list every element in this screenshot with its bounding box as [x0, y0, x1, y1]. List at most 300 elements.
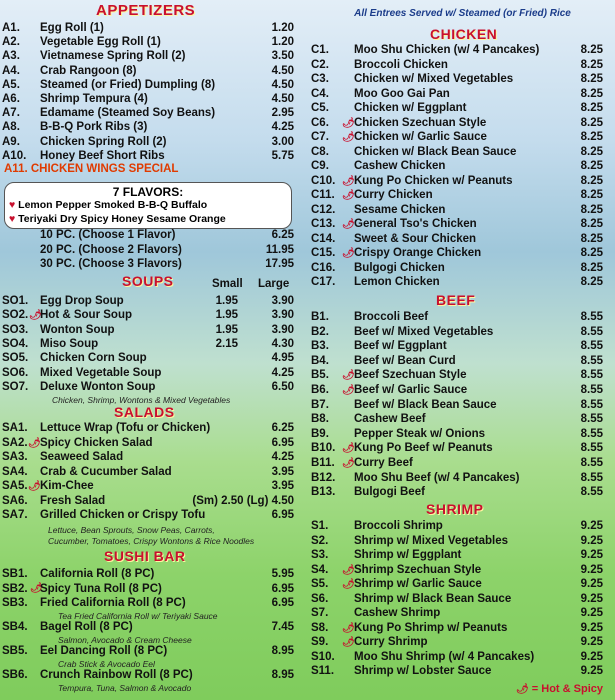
- beef-row: [308, 399, 615, 413]
- sushi-row: [0, 621, 302, 635]
- beef-row: [308, 472, 615, 486]
- soup-row: [0, 295, 302, 309]
- item-name: Honey Beef Short Ribs: [40, 149, 165, 162]
- item-code: SA1.: [2, 422, 28, 434]
- item-price: 8.55: [580, 471, 603, 484]
- chicken-row: [308, 73, 615, 87]
- beef-row: [308, 355, 615, 369]
- item-code: C5.: [311, 102, 329, 114]
- shrimp-row: [308, 593, 615, 607]
- item-name: Curry Shrimp: [354, 636, 428, 648]
- item-code: B9.: [311, 427, 329, 440]
- chili-icon: 🌶: [28, 481, 41, 492]
- item-code: A7.: [2, 107, 20, 120]
- item-name: Crab Rangoon (8): [40, 64, 137, 77]
- item-name: Curry Beef: [354, 457, 413, 469]
- item-price: 4.50: [271, 93, 294, 105]
- item-code: C14.: [311, 232, 336, 245]
- appetizer-row: [0, 136, 302, 150]
- item-name: Lemon Chicken: [354, 276, 440, 288]
- sushi-row: [0, 583, 302, 597]
- beef-row: [308, 428, 615, 442]
- salads-heading: SALADS: [114, 404, 175, 420]
- item-price: 9.25: [580, 592, 603, 605]
- small-price: 1.95: [215, 323, 238, 336]
- item-code: C15.: [311, 247, 336, 259]
- appetizer-row: [0, 79, 302, 93]
- chicken-row: [308, 218, 615, 232]
- item-code: C9.: [311, 160, 329, 172]
- sushi-row: [0, 645, 302, 659]
- item-price: 8.55: [580, 457, 603, 469]
- salad-row: [0, 437, 302, 451]
- item-code: SB5.: [2, 645, 28, 657]
- item-code: SO7.: [2, 380, 29, 393]
- item-code: SB6.: [2, 669, 28, 681]
- item-price: 8.25: [580, 58, 603, 71]
- item-description: Salmon, Avocado & Cream Cheese: [58, 635, 192, 645]
- item-name: Beef w/ Bean Curd: [354, 354, 456, 367]
- item-name: Chicken Corn Soup: [40, 352, 147, 365]
- item-code: B2.: [311, 325, 329, 338]
- item-price: 8.55: [580, 311, 603, 323]
- chili-icon: 🌶: [30, 583, 43, 594]
- shrimp-row: [308, 520, 615, 534]
- appetizer-row: [0, 150, 302, 164]
- chicken-row: [308, 276, 615, 290]
- soups-heading: SOUPS: [122, 273, 174, 289]
- item-code: A3.: [2, 50, 20, 63]
- item-name: Crab & Cucumber Salad: [40, 465, 172, 478]
- item-description: Tempura, Tuna, Salmon & Avocado: [58, 683, 192, 693]
- beef-row: [308, 486, 615, 500]
- item-name: Fresh Salad: [40, 494, 106, 507]
- item-name: Sweet & Sour Chicken: [354, 232, 477, 245]
- item-code: B4.: [311, 354, 329, 367]
- item-price: 8.25: [580, 261, 603, 274]
- item-price: 8.55: [580, 442, 603, 455]
- item-price: 9.25: [580, 534, 603, 547]
- sushi-row: [0, 597, 302, 611]
- item-name: Broccoli Shrimp: [354, 520, 443, 532]
- chicken-wings-special: A11. CHICKEN WINGS SPECIAL: [4, 163, 179, 175]
- wing-option-price: 6.25: [271, 229, 294, 241]
- item-name: Beef w/ Mixed Vegetables: [354, 325, 494, 338]
- item-name: Chicken Spring Roll (2): [40, 135, 167, 148]
- shrimp-row: [308, 636, 615, 650]
- item-name: Spicy Tuna Roll (8 PC): [40, 583, 162, 595]
- small-price: 2.15: [215, 337, 238, 350]
- item-name: Cashew Beef: [354, 413, 426, 426]
- item-price: 4.50: [271, 78, 294, 91]
- item-name: Shrimp w/ Mixed Vegetables: [354, 534, 509, 547]
- item-code: A6.: [2, 93, 20, 105]
- chili-icon: 🌶: [342, 370, 355, 382]
- item-price: 6.95: [271, 436, 294, 449]
- salad-row: [0, 466, 302, 480]
- wing-option-price: 11.95: [265, 243, 294, 256]
- item-code: C4.: [311, 87, 329, 100]
- item-code: SB2.: [2, 583, 28, 595]
- item-name: Edamame (Steamed Soy Beans): [40, 107, 216, 120]
- item-name: Broccoli Beef: [354, 311, 429, 323]
- item-price: 3.00: [271, 135, 294, 148]
- chicken-heading: CHICKEN: [430, 26, 498, 42]
- item-name: Moo Goo Gai Pan: [354, 87, 450, 100]
- item-name: General Tso's Chicken: [354, 218, 477, 230]
- item-price: 8.25: [580, 218, 603, 230]
- chicken-row: [308, 160, 615, 174]
- item-code: SA2.: [2, 436, 28, 449]
- item-code: SO4.: [2, 337, 29, 350]
- chili-icon: 🌶: [342, 579, 355, 590]
- sushi-row: [0, 669, 302, 683]
- shrimp-row: [308, 651, 615, 665]
- chili-icon: 🌶: [342, 132, 355, 143]
- item-price: 8.55: [580, 486, 603, 499]
- item-name: Deluxe Wonton Soup: [40, 380, 156, 393]
- beef-heading: BEEF: [436, 292, 476, 308]
- beef-row: [308, 457, 615, 471]
- item-name: Hot & Sour Soup: [40, 309, 132, 322]
- item-name: Kung Po Beef w/ Peanuts: [354, 442, 493, 455]
- item-price: 5.75: [271, 149, 294, 162]
- item-price: 6.95: [271, 597, 294, 609]
- large-price: 3.90: [271, 323, 294, 336]
- item-name: Eel Dancing Roll (8 PC): [40, 645, 168, 657]
- appetizer-row: [0, 50, 302, 64]
- chili-icon: 🌶: [342, 622, 355, 634]
- item-code: SO6.: [2, 366, 29, 379]
- chicken-row: [308, 117, 615, 131]
- shrimp-row: [308, 665, 615, 679]
- item-name: Moo Shu Chicken (w/ 4 Pancakes): [354, 44, 540, 56]
- chili-icon: 🌶: [28, 437, 41, 449]
- item-name: Shrimp Tempura (4): [40, 93, 148, 105]
- item-price: 8.25: [580, 247, 603, 259]
- chili-icon: 🌶: [342, 117, 355, 129]
- appetizer-row: [0, 22, 302, 36]
- small-price: 1.95: [215, 309, 238, 322]
- appetizers-heading: APPETIZERS: [96, 2, 196, 19]
- item-name: Moo Shu Beef (w/ 4 Pancakes): [354, 471, 520, 484]
- appetizer-row: [0, 65, 302, 79]
- item-code: S7.: [311, 607, 329, 619]
- soup-row: [0, 338, 302, 352]
- item-price: 8.25: [580, 189, 603, 201]
- wing-option-name: 10 PC. (Choose 1 Flavor): [40, 229, 176, 241]
- item-code: SO5.: [2, 352, 29, 365]
- item-price: 9.25: [580, 578, 603, 590]
- item-code: S8.: [311, 621, 329, 634]
- chili-icon: 🌶: [342, 385, 355, 396]
- chili-icon: 🌶: [342, 443, 355, 455]
- item-description: Tea Fried California Roll w/ Teriyaki Sauce: [58, 611, 218, 621]
- beef-row: [308, 340, 615, 354]
- item-price: 7.45: [271, 621, 294, 633]
- item-code: C8.: [311, 145, 329, 158]
- item-code: S4.: [311, 563, 329, 576]
- salad-row: [0, 451, 302, 465]
- item-price: 8.55: [580, 413, 603, 426]
- item-price: 8.25: [580, 160, 603, 172]
- item-name: Cashew Chicken: [354, 160, 446, 172]
- item-price: 9.25: [580, 650, 603, 663]
- item-code: B1.: [311, 311, 329, 323]
- item-name: Shrimp w/ Eggplant: [354, 549, 462, 561]
- item-price: 8.25: [580, 102, 603, 114]
- item-name: Broccoli Chicken: [354, 58, 448, 71]
- item-name: Vegetable Egg Roll (1): [40, 36, 161, 49]
- chicken-row: [308, 189, 615, 203]
- hot-spicy-legend: 🌶 = Hot & Spicy: [516, 683, 603, 695]
- beef-row: [308, 326, 615, 340]
- large-price: 3.90: [271, 295, 294, 307]
- item-code: A10.: [2, 149, 27, 162]
- chili-icon: 🌶: [342, 564, 355, 576]
- item-price: 8.55: [580, 340, 603, 353]
- wing-option-name: 20 PC. (Choose 2 Flavors): [40, 243, 182, 256]
- item-code: A1.: [2, 22, 20, 34]
- item-code: B6.: [311, 384, 329, 396]
- item-price: 1.20: [271, 22, 294, 34]
- item-code: B8.: [311, 413, 329, 426]
- soup-row: [0, 324, 302, 338]
- item-code: S3.: [311, 549, 329, 561]
- wing-option-row: [0, 244, 302, 258]
- item-code: SO1.: [2, 295, 29, 307]
- item-code: A9.: [2, 135, 20, 148]
- item-name: Kung Po Shrimp w/ Peanuts: [354, 621, 508, 634]
- wing-option-row: [0, 258, 302, 272]
- chicken-row: [308, 146, 615, 160]
- item-name: Beef Szechuan Style: [354, 369, 467, 382]
- item-price: 8.25: [580, 87, 603, 100]
- beef-row: [308, 369, 615, 383]
- item-name: Vietnamese Spring Roll (2): [40, 50, 186, 63]
- chicken-row: [308, 233, 615, 247]
- item-price: 8.95: [271, 645, 294, 657]
- item-code: A5.: [2, 78, 20, 91]
- salad-row: [0, 495, 302, 509]
- item-name: Bulgogi Chicken: [354, 261, 445, 274]
- item-price: 8.25: [580, 116, 603, 129]
- item-code: S1.: [311, 520, 329, 532]
- rice-banner: All Entrees Served w/ Steamed (or Fried) Rice: [354, 8, 571, 19]
- appetizer-row: [0, 36, 302, 50]
- flavors-title: 7 FLAVORS:: [112, 185, 184, 199]
- item-name: B-B-Q Pork Ribs (3): [40, 121, 148, 134]
- item-price: 9.25: [580, 563, 603, 576]
- chili-icon: 🌶: [29, 310, 42, 322]
- item-code: S5.: [311, 578, 329, 590]
- item-price: 8.25: [580, 73, 603, 85]
- chili-icon: 🌶: [342, 248, 355, 259]
- item-code: S2.: [311, 534, 329, 547]
- item-name: Shrimp w/ Lobster Sauce: [354, 665, 492, 677]
- item-price: 8.25: [580, 145, 603, 158]
- chicken-row: [308, 204, 615, 218]
- item-name: Kim-Chee: [40, 480, 94, 492]
- appetizer-row: [0, 121, 302, 135]
- item-code: C13.: [311, 218, 336, 230]
- item-code: C10.: [311, 174, 336, 187]
- item-price: 8.55: [580, 427, 603, 440]
- shrimp-heading: SHRIMP: [426, 501, 484, 517]
- item-code: B11.: [311, 457, 335, 469]
- soup-row: [0, 309, 302, 323]
- item-price: 2.95: [271, 107, 294, 120]
- item-name: Sesame Chicken: [354, 203, 446, 216]
- item-price: (Sm) 2.50 (Lg) 4.50: [192, 494, 294, 507]
- item-name: Fried California Roll (8 PC): [40, 597, 186, 609]
- shrimp-row: [308, 578, 615, 592]
- salad-row: [0, 509, 302, 523]
- item-name: Bulgogi Beef: [354, 486, 425, 499]
- shrimp-row: [308, 549, 615, 563]
- item-name: Shrimp w/ Black Bean Sauce: [354, 592, 512, 605]
- item-price: 3.95: [271, 465, 294, 478]
- item-code: S11.: [311, 665, 335, 677]
- item-price: 1.20: [271, 36, 294, 49]
- item-code: SA7.: [2, 509, 28, 521]
- large-price: 4.95: [271, 352, 294, 365]
- beef-row: [308, 442, 615, 456]
- chicken-row: [308, 44, 615, 58]
- item-name: California Roll (8 PC): [40, 568, 155, 580]
- item-code: SB1.: [2, 568, 28, 580]
- salad-row: [0, 480, 302, 494]
- item-price: 9.25: [580, 607, 603, 619]
- item-code: A4.: [2, 64, 20, 77]
- so7-description: Chicken, Shrimp, Wontons & Mixed Vegetables: [52, 395, 231, 405]
- item-code: C2.: [311, 58, 329, 71]
- item-name: Spicy Chicken Salad: [40, 436, 153, 449]
- item-name: Beef w/ Eggplant: [354, 340, 447, 353]
- item-name: Chicken w/ Mixed Vegetables: [354, 73, 514, 85]
- sa7-description-2: Cucumber, Tomatoes, Crispy Wontons & Rice Noodles: [48, 536, 255, 546]
- item-name: Lettuce Wrap (Tofu or Chicken): [40, 422, 211, 434]
- item-price: 6.95: [271, 583, 294, 595]
- item-code: C11.: [311, 189, 335, 201]
- wing-option-row: [0, 229, 302, 243]
- item-name: Egg Drop Soup: [40, 295, 124, 307]
- item-name: Chicken w/ Black Bean Sauce: [354, 145, 517, 158]
- flavors-line-1: ♥ Lemon Pepper Smoked B-B-Q Buffalo: [9, 199, 208, 211]
- item-name: Shrimp Szechuan Style: [354, 563, 482, 576]
- item-price: 3.50: [271, 50, 294, 63]
- wing-option-name: 30 PC. (Choose 3 Flavors): [40, 258, 182, 270]
- item-name: Curry Chicken: [354, 189, 433, 201]
- item-name: Wonton Soup: [40, 323, 115, 336]
- item-code: C3.: [311, 73, 329, 85]
- item-code: SO3.: [2, 323, 29, 336]
- large-price: 4.25: [271, 366, 294, 379]
- beef-row: [308, 413, 615, 427]
- item-code: SA3.: [2, 451, 28, 463]
- item-code: B5.: [311, 369, 329, 382]
- item-price: 9.25: [580, 621, 603, 634]
- chicken-row: [308, 131, 615, 145]
- beef-row: [308, 311, 615, 325]
- item-code: B3.: [311, 340, 329, 353]
- item-code: B13.: [311, 486, 336, 499]
- item-code: C16.: [311, 261, 336, 274]
- item-name: Crunch Rainbow Roll (8 PC): [40, 669, 193, 681]
- shrimp-row: [308, 564, 615, 578]
- appetizer-row: [0, 93, 302, 107]
- item-price: 8.25: [580, 203, 603, 216]
- chicken-row: [308, 262, 615, 276]
- item-code: SO2.: [2, 309, 29, 322]
- item-price: 5.95: [271, 568, 294, 580]
- item-name: Steamed (or Fried) Dumpling (8): [40, 78, 216, 91]
- item-name: Seaweed Salad: [40, 451, 124, 463]
- item-price: 8.25: [580, 276, 603, 288]
- chili-icon: 🌶: [342, 637, 355, 648]
- item-code: S9.: [311, 636, 329, 648]
- item-code: SA5.: [2, 480, 28, 492]
- item-name: Grilled Chicken or Crispy Tofu: [40, 509, 206, 521]
- item-code: SA4.: [2, 465, 28, 478]
- beef-row: [308, 384, 615, 398]
- shrimp-row: [308, 622, 615, 636]
- item-code: B7.: [311, 398, 329, 411]
- item-code: SA6.: [2, 494, 28, 507]
- item-name: Bagel Roll (8 PC): [40, 621, 133, 633]
- salad-row: [0, 422, 302, 436]
- item-code: B10.: [311, 442, 336, 455]
- item-price: 6.25: [271, 422, 294, 434]
- item-name: Pepper Steak w/ Onions: [354, 427, 486, 440]
- chicken-row: [308, 59, 615, 73]
- sushi-heading: SUSHI BAR: [104, 548, 186, 564]
- item-price: 8.55: [580, 384, 603, 396]
- large-price: 3.90: [271, 309, 294, 322]
- item-price: 6.95: [271, 509, 294, 521]
- chili-icon: 🌶: [342, 190, 355, 201]
- item-code: C12.: [311, 203, 336, 216]
- item-name: Beef w/ Black Bean Sauce: [354, 398, 497, 411]
- item-price: 8.25: [580, 232, 603, 245]
- item-price: 3.95: [271, 480, 294, 492]
- item-price: 8.55: [580, 325, 603, 338]
- item-price: 9.25: [580, 636, 603, 648]
- item-code: S6.: [311, 592, 329, 605]
- item-price: 8.25: [580, 44, 603, 56]
- item-code: C6.: [311, 116, 329, 129]
- item-price: 8.25: [580, 131, 603, 143]
- item-price: 4.25: [271, 121, 294, 134]
- item-price: 8.55: [580, 398, 603, 411]
- small-price: 1.95: [215, 295, 238, 307]
- item-name: Kung Po Chicken w/ Peanuts: [354, 174, 513, 187]
- item-price: 8.55: [580, 354, 603, 367]
- item-code: B12.: [311, 471, 336, 484]
- chicken-row: [308, 175, 615, 189]
- item-code: A2.: [2, 36, 20, 49]
- item-price: 8.25: [580, 174, 603, 187]
- shrimp-row: [308, 607, 615, 621]
- item-description: Crab Stick & Avocado Eel: [58, 659, 155, 669]
- chili-icon: 🌶: [342, 175, 355, 187]
- item-name: Miso Soup: [40, 337, 99, 350]
- item-name: Shrimp w/ Garlic Sauce: [354, 578, 482, 590]
- sushi-row: [0, 568, 302, 582]
- item-name: Chicken Szechuan Style: [354, 116, 487, 129]
- chicken-row: [308, 88, 615, 102]
- chili-icon: 🌶: [342, 219, 355, 230]
